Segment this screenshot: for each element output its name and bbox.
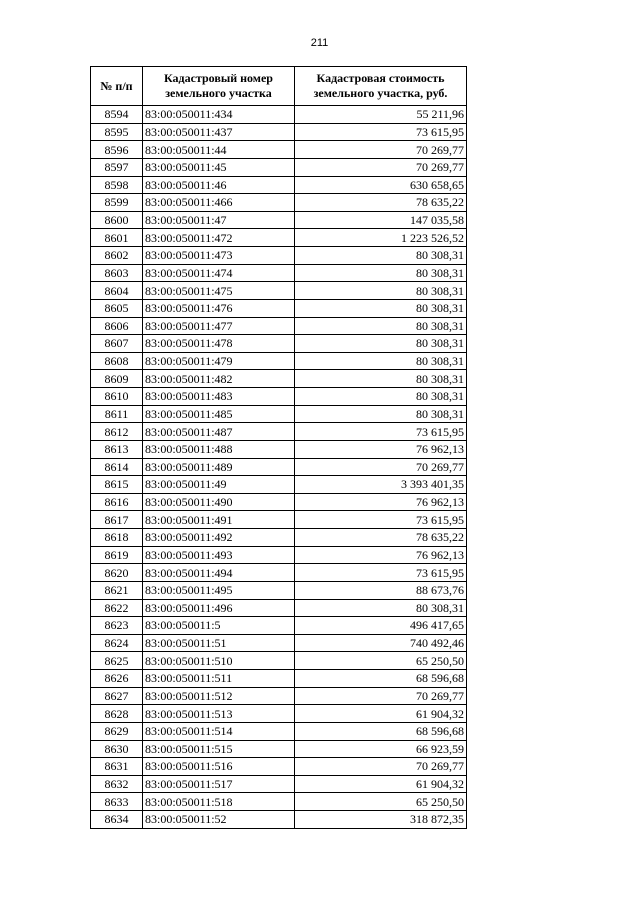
row-number-cell: 8625 <box>91 652 143 670</box>
table-row <box>91 634 467 652</box>
cadastral-number-cell: 83:00:050011:510 <box>143 652 295 670</box>
row-number-cell: 8617 <box>91 511 143 529</box>
cadastral-value-cell: 78 635,22 <box>295 529 467 547</box>
cadastral-number-cell: 83:00:050011:491 <box>143 511 295 529</box>
cadastral-value-cell: 740 492,46 <box>295 634 467 652</box>
row-number-cell: 8623 <box>91 617 143 635</box>
table-row <box>91 176 467 194</box>
table-row <box>91 440 467 458</box>
table-row <box>91 264 467 282</box>
table-row <box>91 335 467 353</box>
cadastral-value-cell: 80 308,31 <box>295 247 467 265</box>
row-number-cell: 8594 <box>91 106 143 124</box>
cadastral-value-cell: 80 308,31 <box>295 599 467 617</box>
cadastral-value-cell: 70 269,77 <box>295 758 467 776</box>
cadastral-number-cell: 83:00:050011:479 <box>143 352 295 370</box>
row-number-cell: 8619 <box>91 546 143 564</box>
cadastral-number-cell: 83:00:050011:482 <box>143 370 295 388</box>
cadastral-number-cell: 83:00:050011:489 <box>143 458 295 476</box>
cadastral-value-cell: 61 904,32 <box>295 775 467 793</box>
cadastral-value-cell: 147 035,58 <box>295 211 467 229</box>
table-row <box>91 581 467 599</box>
table-row <box>91 652 467 670</box>
row-number-cell: 8622 <box>91 599 143 617</box>
cadastral-number-cell: 83:00:050011:466 <box>143 194 295 212</box>
cadastral-number-cell: 83:00:050011:512 <box>143 687 295 705</box>
table-row <box>91 564 467 582</box>
table-row <box>91 106 467 124</box>
row-number-cell: 8620 <box>91 564 143 582</box>
table-row <box>91 370 467 388</box>
cadastral-number-cell: 83:00:050011:513 <box>143 705 295 723</box>
header-cadastral-number: Кадастровый номер земельного участка <box>143 67 295 106</box>
cadastral-number-cell: 83:00:050011:483 <box>143 388 295 406</box>
cadastral-value-cell: 61 904,32 <box>295 705 467 723</box>
table-row <box>91 352 467 370</box>
cadastral-value-cell: 73 615,95 <box>295 564 467 582</box>
cadastral-number-cell: 83:00:050011:516 <box>143 758 295 776</box>
cadastral-number-cell: 83:00:050011:49 <box>143 476 295 494</box>
table-row <box>91 423 467 441</box>
cadastral-number-cell: 83:00:050011:476 <box>143 299 295 317</box>
header-cadastral-value: Кадастровая стоимость земельного участка, руб. <box>295 67 467 106</box>
cadastral-value-cell: 496 417,65 <box>295 617 467 635</box>
cadastral-number-cell: 83:00:050011:494 <box>143 564 295 582</box>
row-number-cell: 8626 <box>91 670 143 688</box>
cadastral-number-cell: 83:00:050011:46 <box>143 176 295 194</box>
cadastral-number-cell: 83:00:050011:492 <box>143 529 295 547</box>
row-number-cell: 8605 <box>91 299 143 317</box>
table-row <box>91 405 467 423</box>
cadastral-value-cell: 76 962,13 <box>295 546 467 564</box>
cadastral-number-cell: 83:00:050011:45 <box>143 158 295 176</box>
row-number-cell: 8627 <box>91 687 143 705</box>
cadastral-number-cell: 83:00:050011:44 <box>143 141 295 159</box>
table-row <box>91 722 467 740</box>
table-row <box>91 758 467 776</box>
table-row <box>91 211 467 229</box>
cadastral-value-cell: 318 872,35 <box>295 811 467 829</box>
cadastral-number-cell: 83:00:050011:474 <box>143 264 295 282</box>
table-row <box>91 687 467 705</box>
cadastral-number-cell: 83:00:050011:493 <box>143 546 295 564</box>
cadastral-value-cell: 70 269,77 <box>295 141 467 159</box>
cadastral-number-cell: 83:00:050011:518 <box>143 793 295 811</box>
cadastral-value-cell: 80 308,31 <box>295 317 467 335</box>
cadastral-value-cell: 80 308,31 <box>295 335 467 353</box>
row-number-cell: 8631 <box>91 758 143 776</box>
row-number-cell: 8621 <box>91 581 143 599</box>
cadastral-value-cell: 3 393 401,35 <box>295 476 467 494</box>
row-number-cell: 8604 <box>91 282 143 300</box>
row-number-cell: 8598 <box>91 176 143 194</box>
row-number-cell: 8612 <box>91 423 143 441</box>
cadastral-number-cell: 83:00:050011:52 <box>143 811 295 829</box>
cadastral-number-cell: 83:00:050011:488 <box>143 440 295 458</box>
cadastral-number-cell: 83:00:050011:51 <box>143 634 295 652</box>
cadastral-value-cell: 66 923,59 <box>295 740 467 758</box>
table-row <box>91 141 467 159</box>
cadastral-value-cell: 65 250,50 <box>295 652 467 670</box>
cadastral-number-cell: 83:00:050011:472 <box>143 229 295 247</box>
row-number-cell: 8614 <box>91 458 143 476</box>
row-number-cell: 8595 <box>91 123 143 141</box>
cadastral-value-cell: 76 962,13 <box>295 493 467 511</box>
row-number-cell: 8613 <box>91 440 143 458</box>
cadastral-number-cell: 83:00:050011:485 <box>143 405 295 423</box>
cadastral-value-cell: 70 269,77 <box>295 687 467 705</box>
row-number-cell: 8596 <box>91 141 143 159</box>
cadastral-number-cell: 83:00:050011:473 <box>143 247 295 265</box>
cadastral-value-cell: 78 635,22 <box>295 194 467 212</box>
table-row <box>91 388 467 406</box>
row-number-cell: 8634 <box>91 811 143 829</box>
cadastral-number-cell: 83:00:050011:437 <box>143 123 295 141</box>
cadastral-value-cell: 70 269,77 <box>295 458 467 476</box>
table-row <box>91 476 467 494</box>
row-number-cell: 8608 <box>91 352 143 370</box>
cadastral-value-cell: 80 308,31 <box>295 282 467 300</box>
table-row <box>91 317 467 335</box>
row-number-cell: 8599 <box>91 194 143 212</box>
cadastral-value-cell: 55 211,96 <box>295 106 467 124</box>
row-number-cell: 8615 <box>91 476 143 494</box>
table-row <box>91 511 467 529</box>
table-row <box>91 740 467 758</box>
table-row <box>91 617 467 635</box>
cadastral-number-cell: 83:00:050011:477 <box>143 317 295 335</box>
cadastral-value-cell: 80 308,31 <box>295 264 467 282</box>
cadastral-value-cell: 73 615,95 <box>295 423 467 441</box>
row-number-cell: 8603 <box>91 264 143 282</box>
table-row <box>91 247 467 265</box>
table-row <box>91 158 467 176</box>
table-header-row <box>91 67 467 106</box>
table-row <box>91 529 467 547</box>
table-row <box>91 299 467 317</box>
cadastral-number-cell: 83:00:050011:514 <box>143 722 295 740</box>
cadastral-value-cell: 70 269,77 <box>295 158 467 176</box>
cadastral-value-cell: 80 308,31 <box>295 388 467 406</box>
table-row <box>91 793 467 811</box>
row-number-cell: 8624 <box>91 634 143 652</box>
row-number-cell: 8600 <box>91 211 143 229</box>
row-number-cell: 8611 <box>91 405 143 423</box>
row-number-cell: 8632 <box>91 775 143 793</box>
table-row <box>91 670 467 688</box>
cadastral-number-cell: 83:00:050011:517 <box>143 775 295 793</box>
table-row <box>91 458 467 476</box>
table-row <box>91 599 467 617</box>
table-row <box>91 775 467 793</box>
row-number-cell: 8629 <box>91 722 143 740</box>
row-number-cell: 8601 <box>91 229 143 247</box>
cadastral-number-cell: 83:00:050011:434 <box>143 106 295 124</box>
page-number: 211 <box>310 37 329 49</box>
table-body <box>91 106 467 829</box>
cadastre-table <box>90 66 467 829</box>
table-row <box>91 493 467 511</box>
header-row-number: № п/п <box>91 67 143 106</box>
cadastral-value-cell: 73 615,95 <box>295 123 467 141</box>
row-number-cell: 8602 <box>91 247 143 265</box>
table-row <box>91 546 467 564</box>
cadastral-number-cell: 83:00:050011:496 <box>143 599 295 617</box>
cadastral-value-cell: 76 962,13 <box>295 440 467 458</box>
cadastral-value-cell: 65 250,50 <box>295 793 467 811</box>
cadastral-value-cell: 80 308,31 <box>295 299 467 317</box>
table-row <box>91 705 467 723</box>
table-row <box>91 194 467 212</box>
row-number-cell: 8630 <box>91 740 143 758</box>
cadastral-number-cell: 83:00:050011:511 <box>143 670 295 688</box>
row-number-cell: 8610 <box>91 388 143 406</box>
cadastral-number-cell: 83:00:050011:5 <box>143 617 295 635</box>
row-number-cell: 8618 <box>91 529 143 547</box>
table-row <box>91 229 467 247</box>
row-number-cell: 8597 <box>91 158 143 176</box>
row-number-cell: 8628 <box>91 705 143 723</box>
cadastral-value-cell: 80 308,31 <box>295 405 467 423</box>
cadastral-number-cell: 83:00:050011:47 <box>143 211 295 229</box>
row-number-cell: 8606 <box>91 317 143 335</box>
cadastral-value-cell: 68 596,68 <box>295 670 467 688</box>
cadastral-value-cell: 68 596,68 <box>295 722 467 740</box>
cadastral-number-cell: 83:00:050011:515 <box>143 740 295 758</box>
cadastral-value-cell: 88 673,76 <box>295 581 467 599</box>
row-number-cell: 8607 <box>91 335 143 353</box>
cadastral-value-cell: 80 308,31 <box>295 370 467 388</box>
cadastral-value-cell: 630 658,65 <box>295 176 467 194</box>
row-number-cell: 8616 <box>91 493 143 511</box>
table-row <box>91 282 467 300</box>
cadastral-value-cell: 73 615,95 <box>295 511 467 529</box>
row-number-cell: 8609 <box>91 370 143 388</box>
cadastral-number-cell: 83:00:050011:487 <box>143 423 295 441</box>
cadastral-value-cell: 80 308,31 <box>295 352 467 370</box>
cadastral-number-cell: 83:00:050011:490 <box>143 493 295 511</box>
cadastral-number-cell: 83:00:050011:495 <box>143 581 295 599</box>
cadastral-number-cell: 83:00:050011:475 <box>143 282 295 300</box>
cadastral-value-cell: 1 223 526,52 <box>295 229 467 247</box>
row-number-cell: 8633 <box>91 793 143 811</box>
table-row <box>91 123 467 141</box>
table-row <box>91 811 467 829</box>
cadastral-number-cell: 83:00:050011:478 <box>143 335 295 353</box>
